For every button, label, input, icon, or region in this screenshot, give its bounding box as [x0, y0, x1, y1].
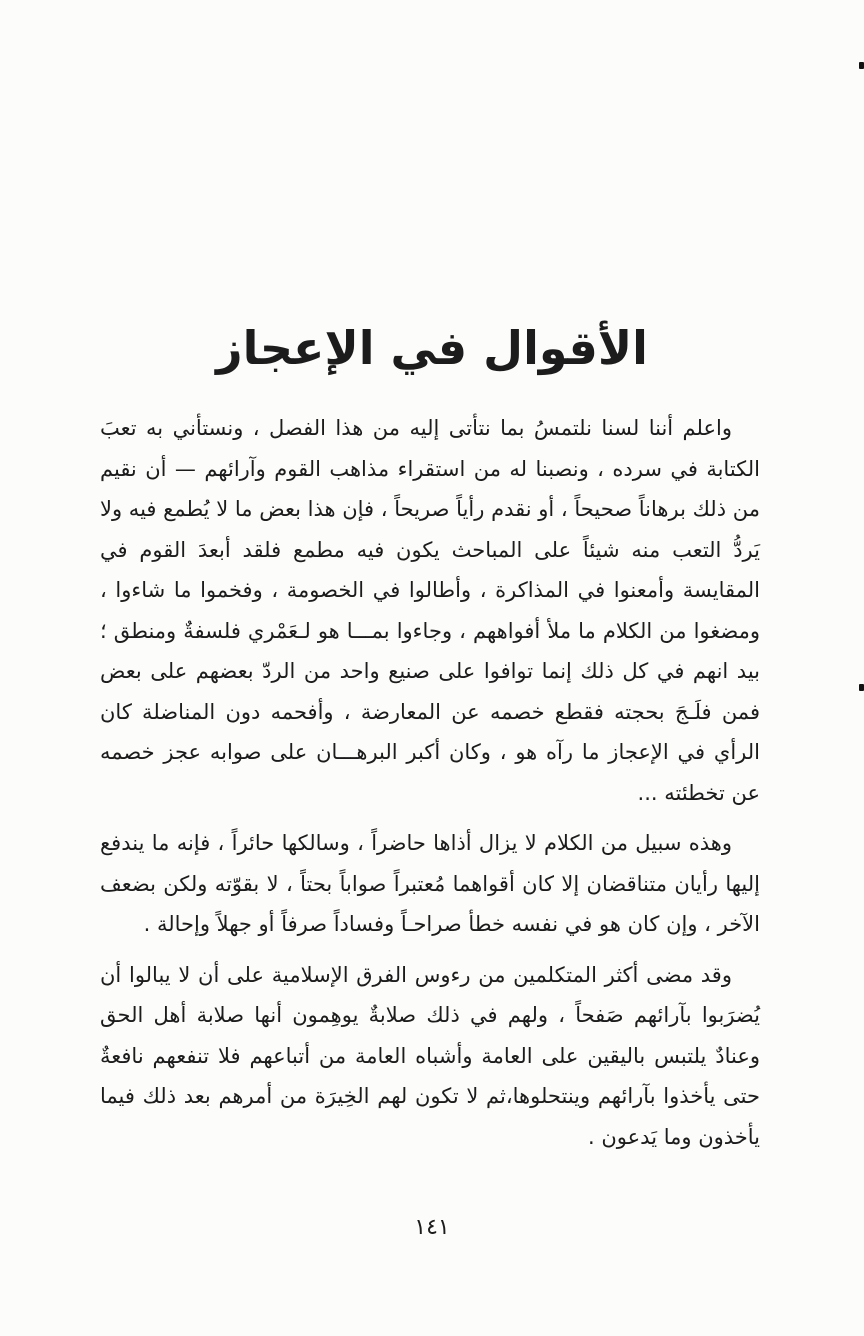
chapter-title: الأقوال في الإعجاز: [216, 320, 648, 375]
margin-mark: [859, 62, 864, 69]
margin-mark: [859, 684, 864, 691]
body-text: [100, 408, 760, 1157]
paragraph: وقد مضى أكثر المتكلمين من رءوس الفرق الإسلامية على أن لا يبالوا أن يُضرَبوا بآرائهم صَفحاً ، ولهم في ذلك صلابةٌ يوهِمون أنها صلابة أهل الحق وعنادٌ يلتبس باليقين على العامة وأشباه العامة من أتباعهم فلا تنفعهم نافعةٌ حتى يأخذوا بآرائهم وينتحلوها،ثم لا تكون لهم الخِيرَة من أمرهم بعد ذلك فيما يأخذون وما يَدعون .: [100, 962, 760, 1149]
paragraph: واعلم أننا لسنا نلتمسُ بما نتأتى إليه من هذا الفصل ، ونستأني به تعبَ الكتابة في سرده ، ونصبنا له من استقراء مذاهب القوم وآرائهم — أن نقيم من ذلك برهاناً صحيحاً ، أو نقدم رأياً صريحاً ، فإن هذا بعض ما لا يُطمع فيه ولا يَردُّ التعب منه شيئاً على المباحث يكون فيه مطمع فلقد أبعدَ القوم في المقايسة وأمعنوا في المذاكرة ، وأطالوا في الخصومة ، وفخموا ما شاءوا ، ومضغوا من الكلام ما ملأ أفواههم ، وجاءوا بمـــا هو لـعَمْري فلسفةٌ ومنطق ؛ بيد انهم في كل ذلك إنما توافوا على صنيع واحد من الردّ بعضهم على بعض فمن فلَـجَ بحجته فقطع خصمه عن المعارضة ، وأفحمه دون المناضلة كان الرأي في الإعجاز ما رآه هو ، وكان أكبر البرهـــان على صوابه عجز خصمه عن تخطئته ...: [100, 416, 760, 805]
page-number: ١٤١: [414, 1215, 450, 1240]
paragraph: وهذه سبيل من الكلام لا يزال أذاها حاضراً ، وسالكها حائراً ، فإنه ما يندفع إليها رأيان متناقضان إلا كان أقواهما مُعتبراً صواباً بحتاً ، لا بقوّته ولكن بضعف الآخر ، وإن كان هو في نفسه خطأ صراحـاً وفساداً صرفاً أو جهلاً وإحالة .: [100, 831, 760, 936]
